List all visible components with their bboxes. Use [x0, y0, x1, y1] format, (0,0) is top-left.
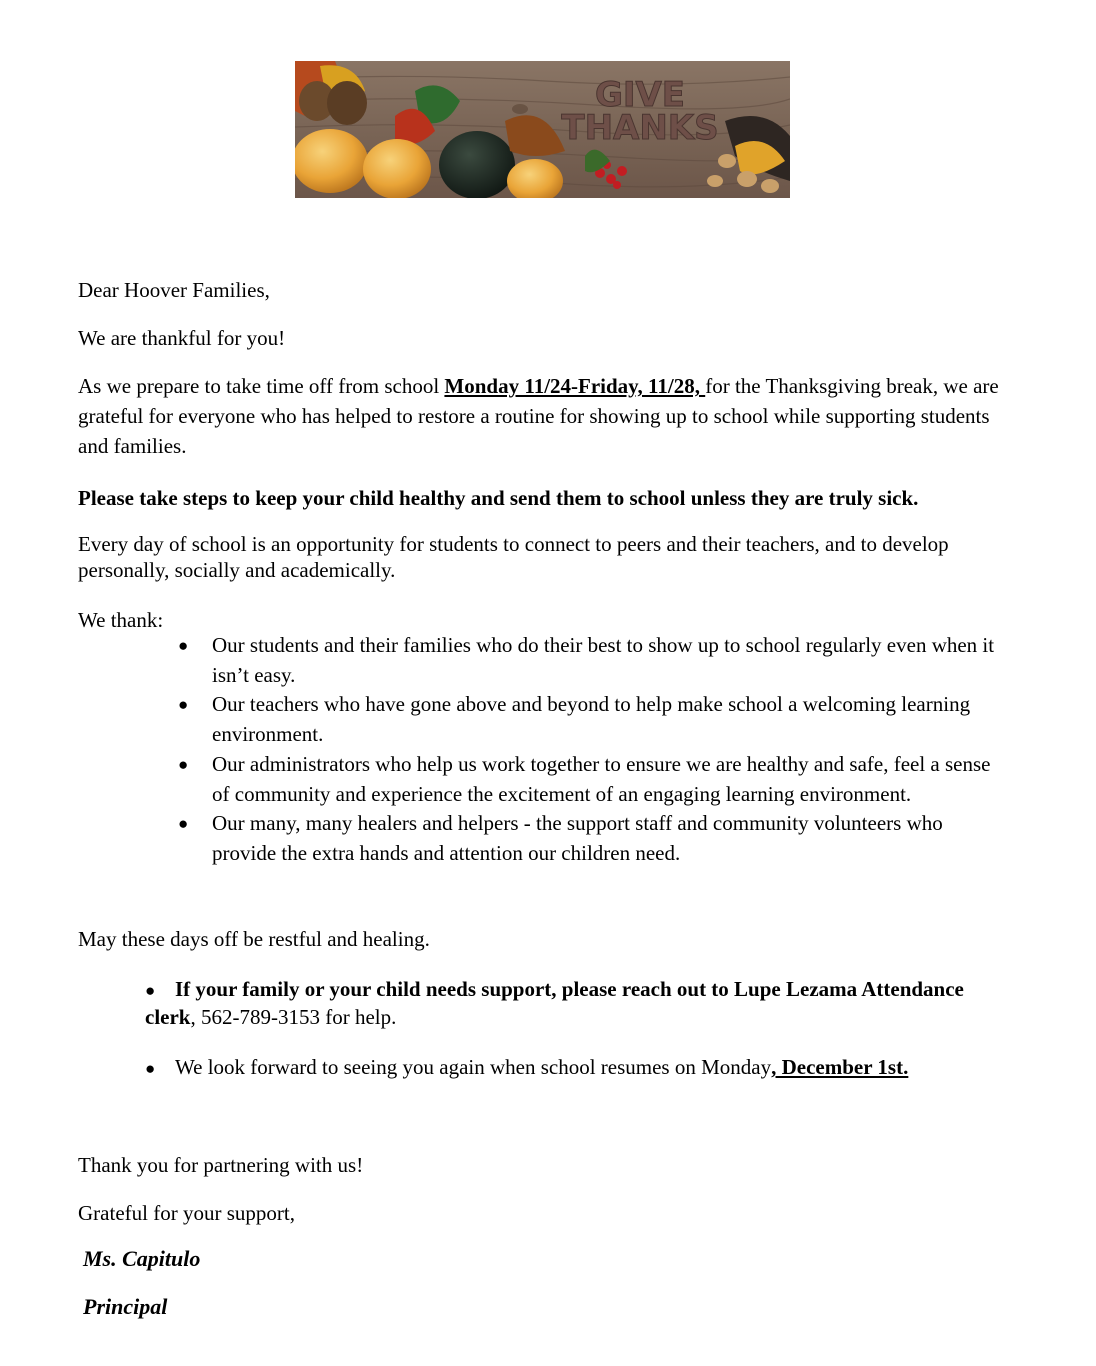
resume-date: , December 1st. [771, 1055, 909, 1079]
closing: Grateful for your support, [78, 1201, 295, 1225]
greeting: Dear Hoover Families, [78, 278, 270, 302]
signer-title: Principal [83, 1294, 168, 1319]
banner-text-give: GIVE [594, 75, 686, 115]
bullet: ● [145, 981, 156, 1000]
banner-illustration [295, 61, 790, 198]
bullet: ● [145, 1059, 156, 1078]
thank-list [178, 631, 1008, 869]
thank-list-item [178, 690, 1008, 749]
thank-you-partnering: Thank you for partnering with us! [78, 1153, 364, 1177]
bullet: ● [178, 814, 189, 834]
break-intro: As we prepare to take time off from school [78, 374, 445, 398]
resume-note [145, 1054, 985, 1082]
bullet: ● [178, 636, 189, 655]
break-announcement [78, 371, 1018, 461]
thank-item-text: Our administrators who help us work together to ensure we are healthy and safe, feel a sense of community and experience the excitement of an engaging learning environment. [212, 751, 991, 806]
health-notice: Please take steps to keep your child healthy and send them to school unless they are truly sick. [78, 486, 919, 510]
support-note [145, 976, 985, 1030]
thank-item-text: Our teachers who have gone above and beyond to help make school a welcoming learning environment. [212, 692, 971, 747]
resume-text: We look forward to seeing you again when school resumes on Monday [175, 1055, 772, 1079]
give-thanks-banner [295, 61, 790, 198]
restful-wish: May these days off be restful and healing. [78, 927, 430, 951]
bullet: ● [178, 754, 189, 774]
we-thank-heading: We thank: [78, 608, 164, 632]
thank-list-item [178, 809, 1008, 868]
support-contact: If your family or your child needs support, please reach out to Lupe Lezama Attendance clerk [145, 977, 964, 1029]
signer-name: Ms. Capitulo [83, 1246, 201, 1271]
thankful-line: We are thankful for you! [78, 326, 286, 350]
thank-list-item [178, 631, 1008, 690]
thank-item-text: Our many, many healers and helpers - the support staff and community volunteers who provide the extra hands and attention our children need. [212, 811, 943, 865]
banner-text-thanks: THANKS [561, 108, 719, 148]
break-dates: Monday 11/24-Friday, 11/28, [444, 374, 706, 398]
break-gratitude: for the Thanksgiving break, we are grateful for everyone who has helped to restore a routine for showing up to school while supporting students and families. [78, 374, 999, 458]
bullet: ● [178, 695, 189, 715]
every-day-paragraph: Every day of school is an opportunity for students to connect to peers and their teachers, and to develop personally, socially and academically. [78, 532, 949, 582]
thank-item-text: Our students and their families who do their best to show up to school regularly even when it isn’t easy. [212, 633, 995, 687]
support-phone: , 562-789-3153 for help. [190, 1005, 397, 1029]
thank-list-item [178, 750, 1008, 809]
